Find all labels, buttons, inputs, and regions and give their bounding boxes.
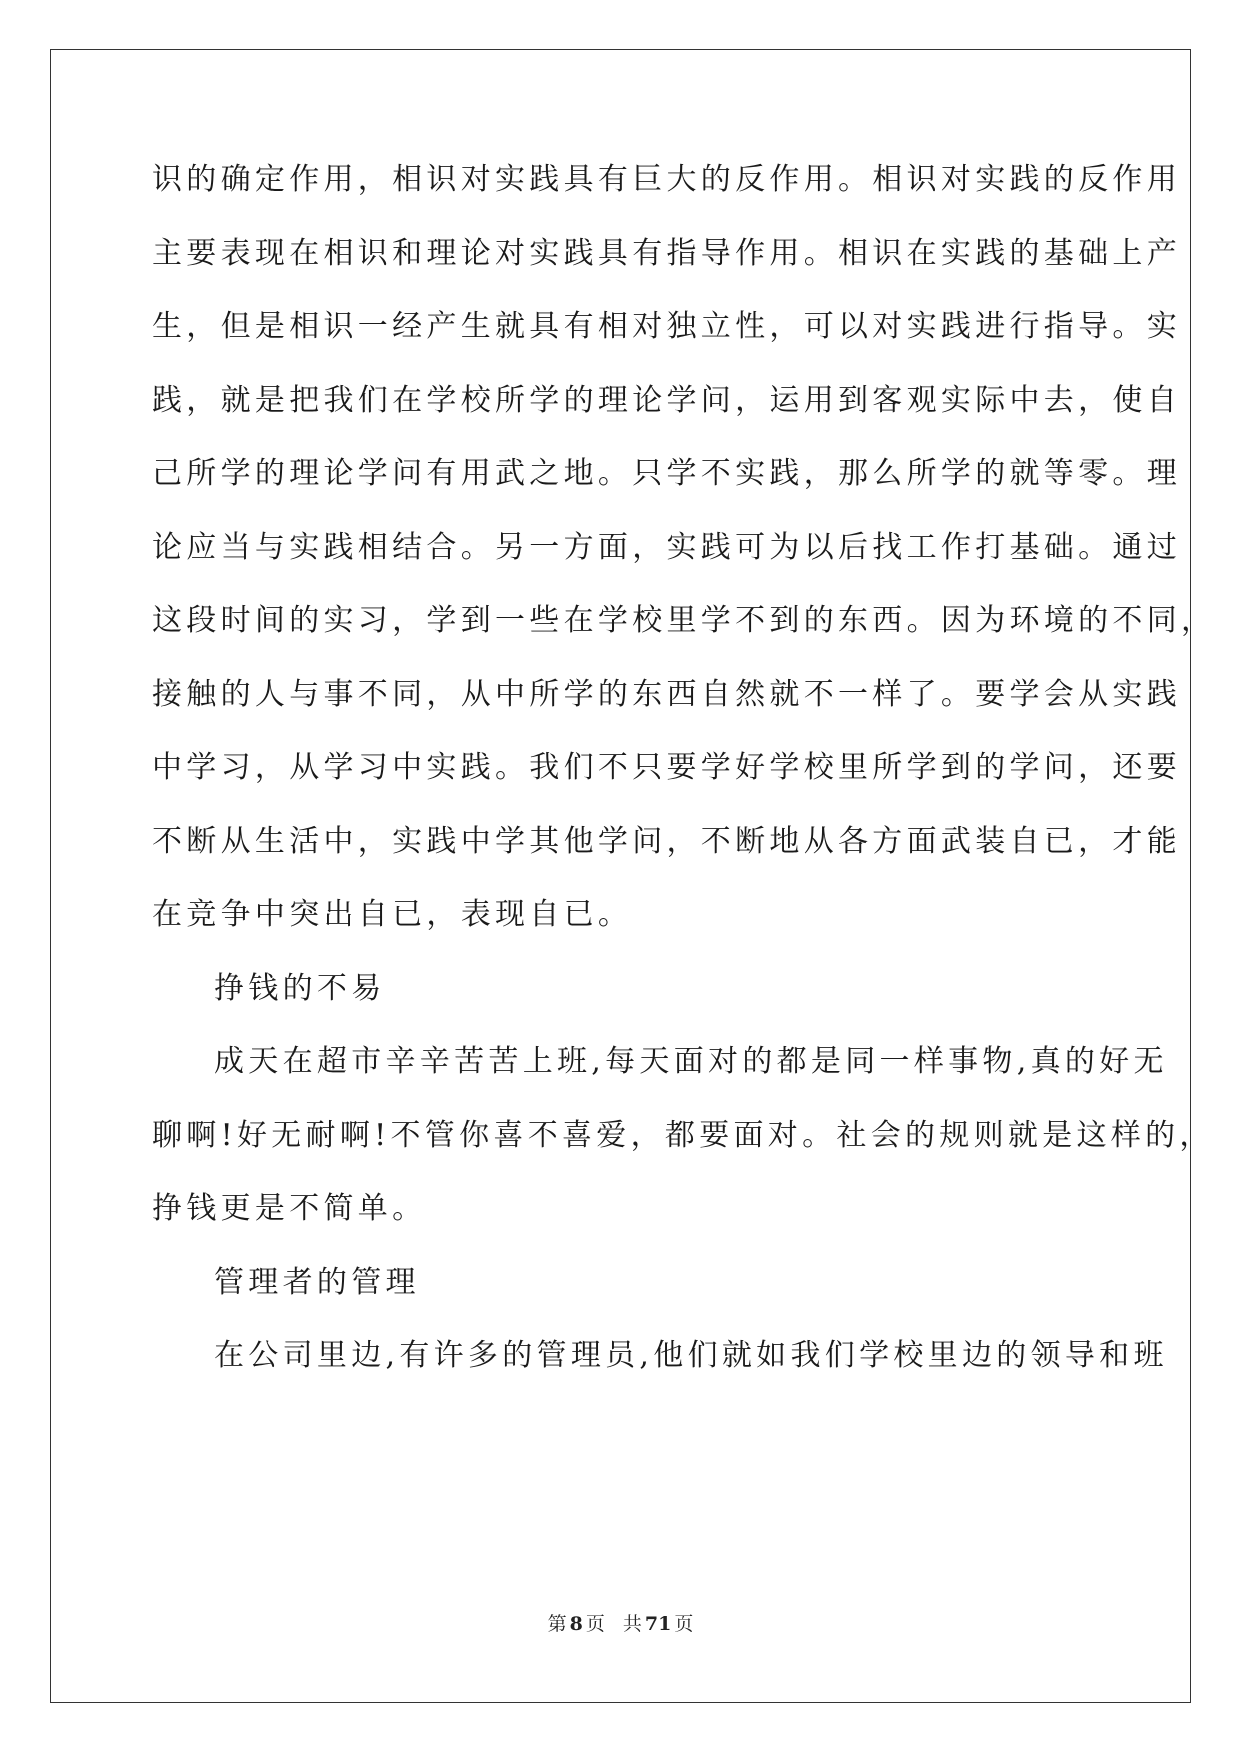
text-line: 识的确定作用，相识对实践具有巨大的反作用。相识对实践的反作用 xyxy=(152,162,1181,197)
page-border xyxy=(50,49,1191,1703)
paragraph-first-line: 在公司里边,有许多的管理员,他们就如我们学校里边的领导和班 xyxy=(214,1338,1168,1373)
section-heading: 管理者的管理 xyxy=(214,1265,420,1300)
text-line: 生，但是相识一经产生就具有相对独立性，可以对实践进行指导。实 xyxy=(152,309,1181,344)
text-line: 不断从生活中，实践中学其他学问，不断地从各方面武装自已，才能 xyxy=(152,824,1181,859)
text-line: 主要表现在相识和理论对实践具有指导作用。相识在实践的基础上产 xyxy=(152,236,1181,271)
text-line: 这段时间的实习，学到一些在学校里学不到的东西。因为环境的不同， xyxy=(152,603,1216,638)
total-prefix: 共 xyxy=(622,1613,642,1635)
text-line: 中学习，从学习中实践。我们不只要学好学校里所学到的学问，还要 xyxy=(152,750,1181,785)
page-prefix: 第 xyxy=(547,1613,567,1635)
page-number: 8 xyxy=(569,1613,583,1635)
text-line: 践，就是把我们在学校所学的理论学问，运用到客观实际中去，使自 xyxy=(152,383,1181,418)
paragraph-first-line: 成天在超市辛辛苦苦上班,每天面对的都是同一样事物,真的好无 xyxy=(214,1044,1168,1079)
text-line: 论应当与实践相结合。另一方面，实践可为以后找工作打基础。通过 xyxy=(152,530,1181,565)
text-line: 聊啊!好无耐啊!不管你喜不喜爱，都要面对。社会的规则就是这样的， xyxy=(152,1118,1214,1153)
total-suffix: 页 xyxy=(674,1613,694,1635)
text-line: 己所学的理论学问有用武之地。只学不实践，那么所学的就等零。理 xyxy=(152,456,1181,491)
total-pages: 71 xyxy=(644,1613,672,1635)
page-suffix: 页 xyxy=(585,1613,605,1635)
text-line: 在竞争中突出自已，表现自已。 xyxy=(152,897,633,932)
page-footer xyxy=(0,1612,1241,1636)
text-line: 挣钱更是不简单。 xyxy=(152,1191,427,1226)
text-line: 接触的人与事不同，从中所学的东西自然就不一样了。要学会从实践 xyxy=(152,677,1181,712)
section-heading: 挣钱的不易 xyxy=(214,971,386,1006)
